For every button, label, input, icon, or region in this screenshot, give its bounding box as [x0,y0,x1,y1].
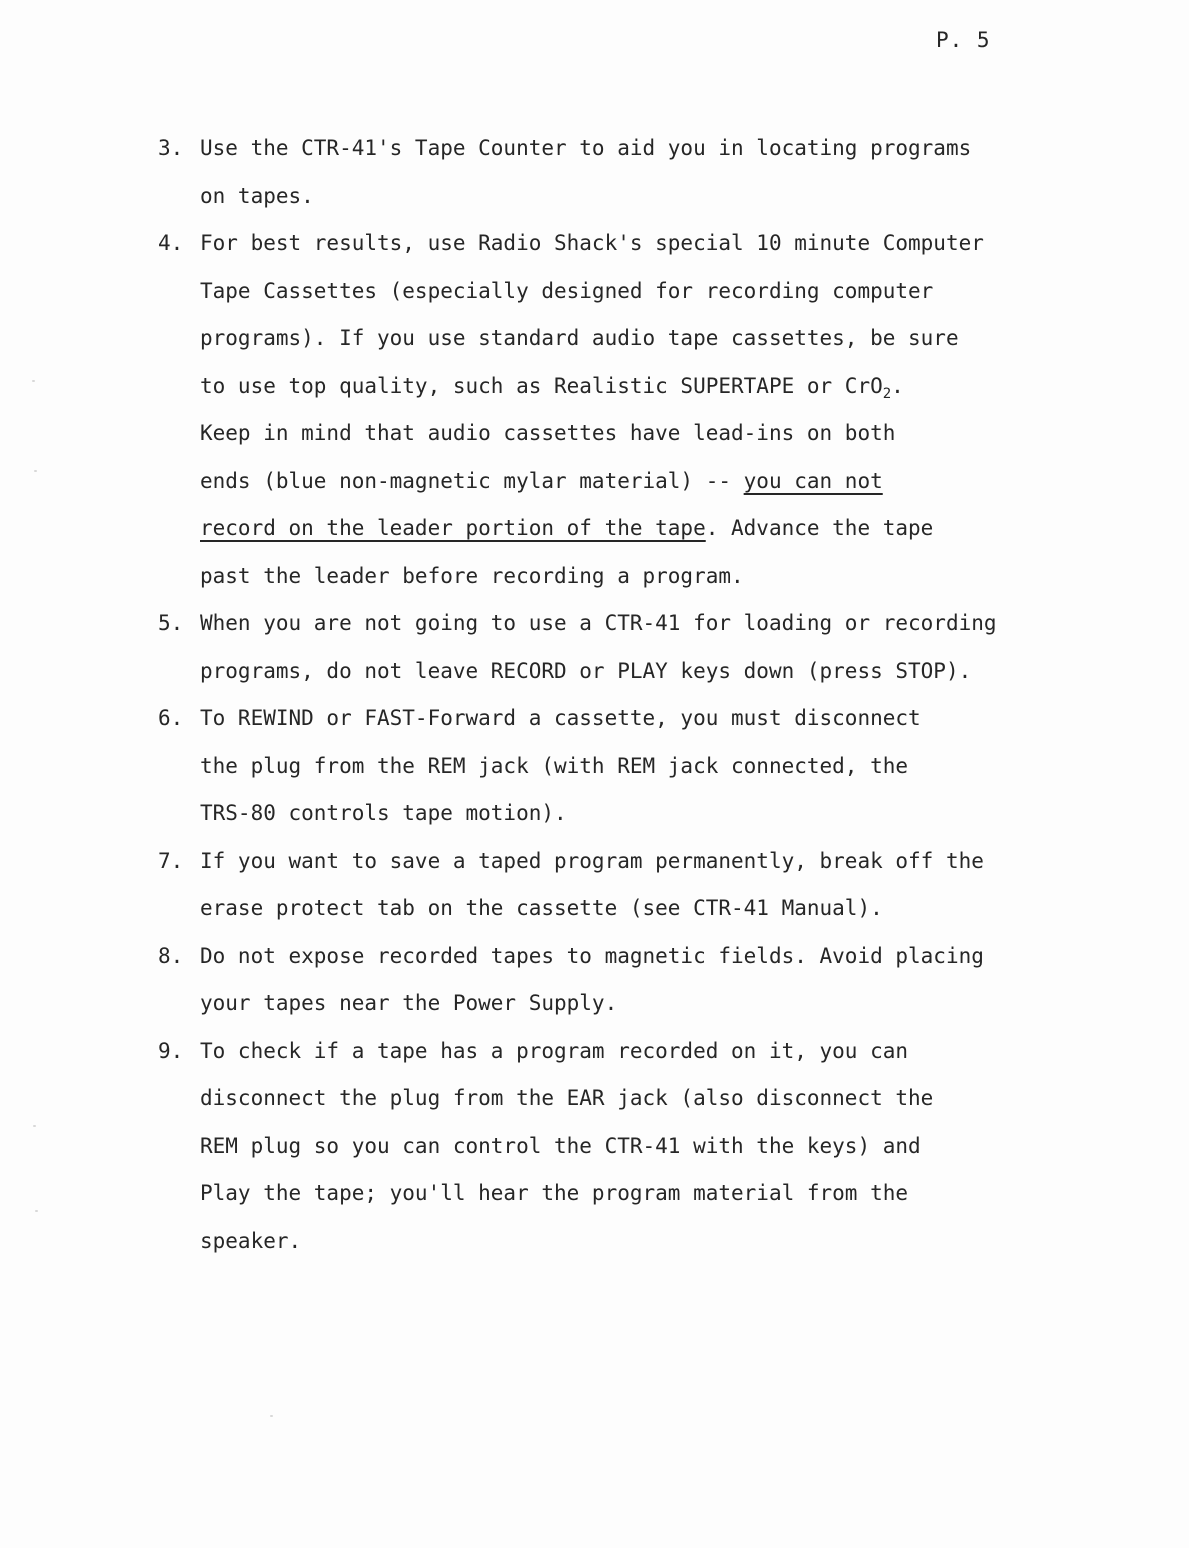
list-item [158,600,1118,695]
text-line: your tapes near the Power Supply. [200,991,618,1015]
item-number: 3. [158,136,184,160]
item-number: 4. [158,231,184,255]
list-item [158,695,1118,838]
text-line: past the leader before recording a program. [200,563,744,588]
text-line: erase protect tab on the cassette (see CTR-41 Manual). [200,896,883,920]
item-number: 7. [158,848,184,873]
text-line: the plug from the REM jack (with REM jack connected, the [200,753,909,778]
text-line: REM plug so you can control the CTR-41 with the keys) and [200,1133,921,1158]
text-line: Keep in mind that audio cassettes have lead-ins on both [200,421,896,445]
page-number: P. 5 [936,28,991,52]
item-number: 6. [158,706,184,730]
text-line: ends (blue non-magnetic mylar material) -- you can not [200,468,883,493]
item-number: 9. [158,1038,184,1063]
scan-speck [34,470,37,472]
text-line: To REWIND or FAST-Forward a cassette, you must disconnect [200,706,921,730]
text-line: To check if a tape has a program recorded on it, you can [200,1038,909,1063]
list-item [158,125,1118,220]
text-line: programs). If you use standard audio tape cassettes, be sure [200,326,959,350]
text-line: If you want to save a taped program permanently, break off the [200,848,984,873]
scan-speck [35,1210,38,1212]
underlined-text: you can not [743,468,883,493]
list-item [158,838,1118,933]
text-line: to use top quality, such as Realistic SUPERTAPE or CrO$_2$. [200,373,904,402]
scan-speck [32,380,35,382]
text-line: TRS-80 controls tape motion). [200,801,567,825]
list-item [158,1028,1118,1266]
text-line: Play the tape; you'll hear the program material from the [200,1181,909,1205]
subscript-text: 2 [882,385,892,402]
scan-speck [33,1125,36,1127]
list-item [158,933,1118,1028]
text-line: record on the leader portion of the tape. Advance the tape [200,516,934,540]
scan-speck [270,1415,273,1417]
text-line: Tape Cassettes (especially designed for recording computer [200,278,934,303]
tips-list [158,125,1118,1265]
text-line: on tapes. [200,183,314,208]
text-line: programs, do not leave RECORD or PLAY keys down (press STOP). [200,658,972,683]
text-line: speaker. [200,1228,302,1253]
text-line: Do not expose recorded tapes to magnetic fields. Avoid placing [200,943,984,968]
text-line: When you are not going to use a CTR-41 for loading or recording [200,611,997,635]
text-line: For best results, use Radio Shack's special 10 minute Computer [200,231,984,255]
item-number: 5. [158,611,184,635]
item-number: 8. [158,943,184,968]
text-line: Use the CTR-41's Tape Counter to aid you in locating programs [200,136,972,160]
underlined-text: record on the leader portion of the tape [200,516,706,540]
text-line: disconnect the plug from the EAR jack (also disconnect the [200,1086,934,1110]
list-item [158,220,1118,600]
